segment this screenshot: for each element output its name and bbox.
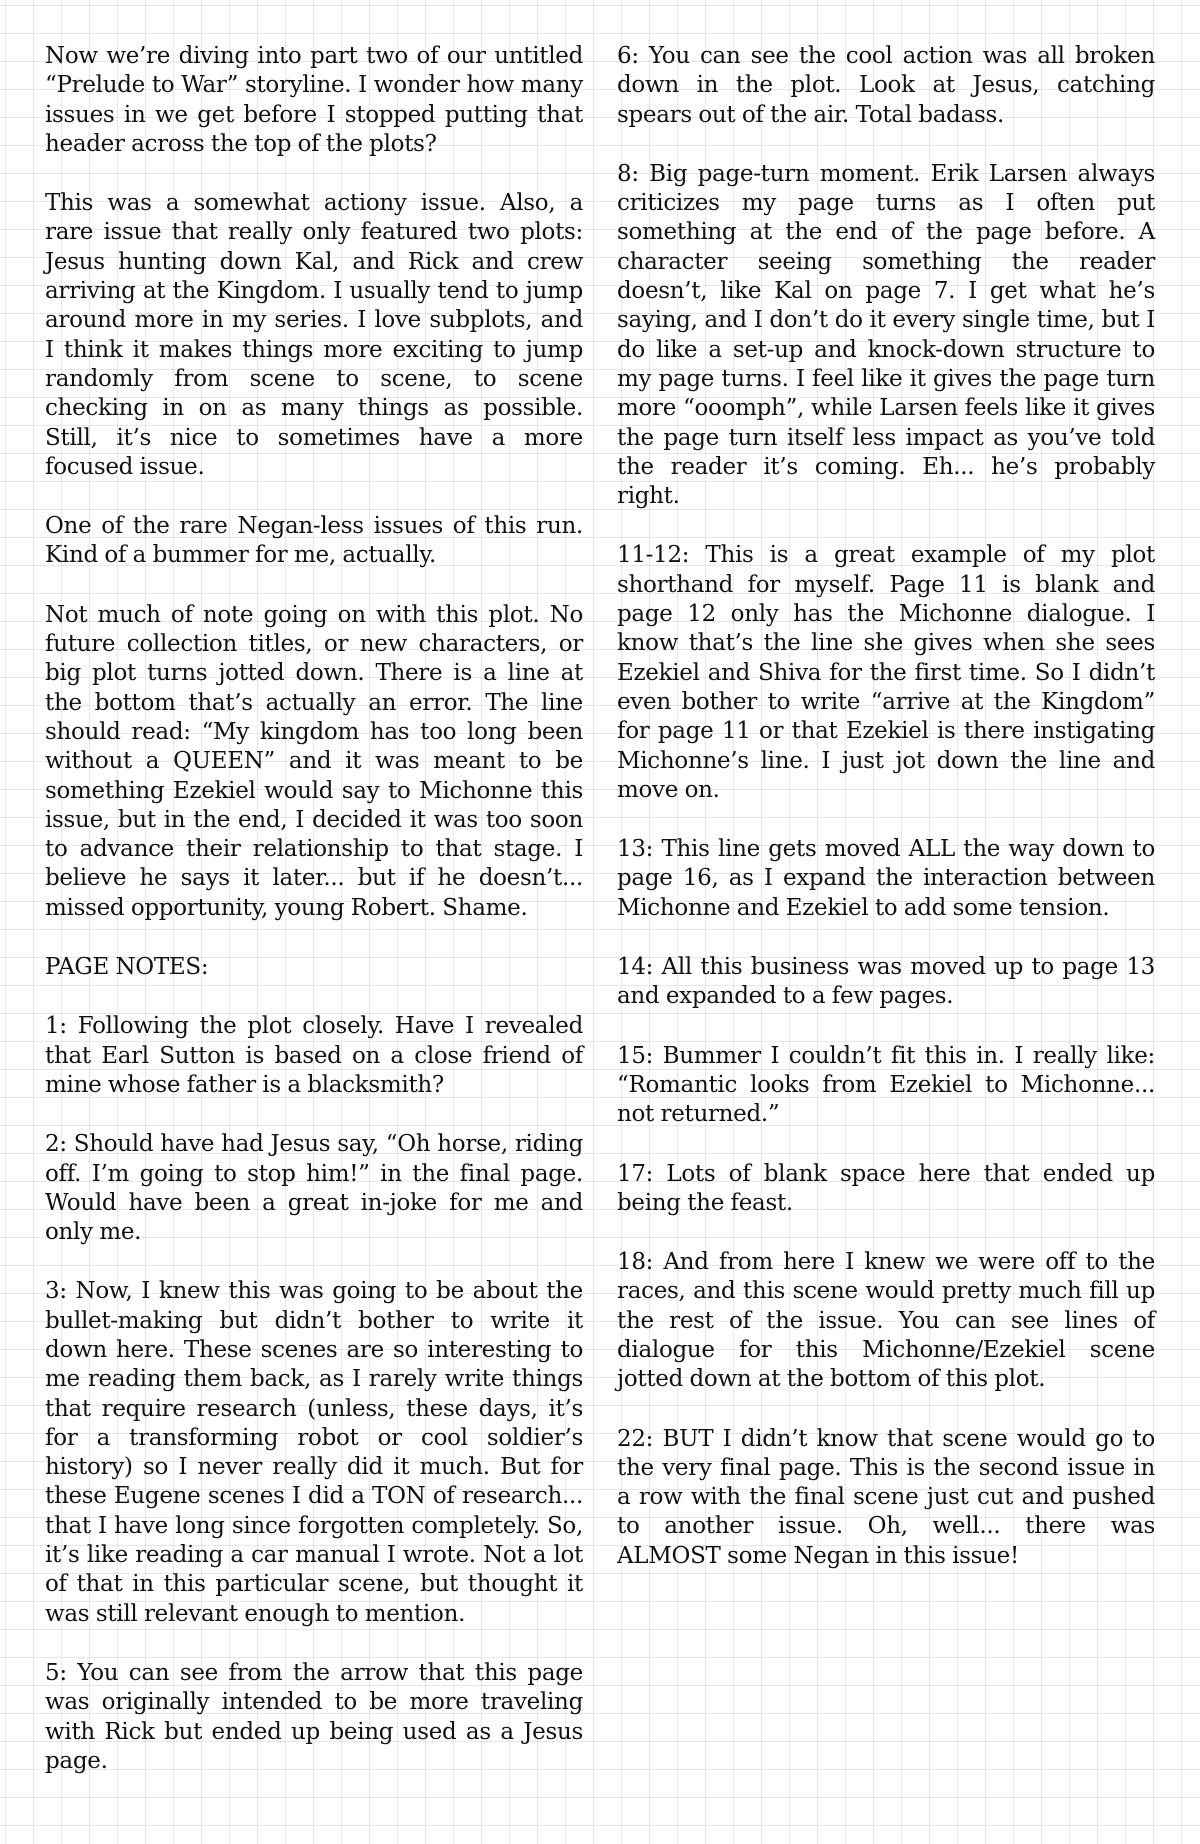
page-note: 15: Bummer I couldn’t fit this in. I really like: “Romantic looks from Ezekiel to Michonne... not returned.” [617,1042,1155,1128]
page-note: 14: All this business was moved up to page 13 and expanded to a few pages. [617,954,1155,1010]
page-notes-heading: PAGE NOTES: [45,954,209,981]
page-note: 18: And from here I knew we were off to the races, and this scene would pretty much fill up the rest of the issue. You can see lines of dialogue for this Michonne/Ezekiel scene jotted down at the bottom of this plot. [617,1249,1155,1393]
page-note: 17: Lots of blank space here that ended up being the feast. [617,1160,1155,1216]
body-paragraph: Not much of note going on with this plot. No future collection titles, or new characters, or big plot turns jotted down. There is a line at the bottom that’s actually an error. The line should read: “My kingdom has too long been without a QUEEN” and it was meant to be something Ezekiel would say to Michonne this issue, but in the end, I decided it was too soon to advance their relationship to that stage. I believe he says it later... but if he doesn’t... missed opportunity, young Robert. Shame. [45,601,583,921]
page-note: 2: Should have had Jesus say, “Oh horse, riding off. I’m going to stop him!” in the final page. Would have been a great in-joke for me and only me. [45,1131,583,1246]
page-note: 13: This line gets moved ALL the way down to page 16, as I expand the interaction between Michonne and Ezekiel to add some tension. [617,836,1155,921]
body-paragraph: This was a somewhat actiony issue. Also, a rare issue that really only featured two plots: Jesus hunting down Kal, and Rick and crew arriving at the Kingdom. I usually tend to jump around more in my series. I love subplots, and I think it makes things more exciting to jump randomly from scene to scene, to scene checking in on as many things as possible. Still, it’s nice to sometimes have a more focused issue. [45,190,583,480]
body-paragraph: One of the rare Negan-less issues of this run. Kind of a bummer for me, actually. [45,513,583,569]
intro-paragraph: Now we’re diving into part two of our untitled “Prelude to War” storyline. I wonder how many issues in we get before I stopped putting that header across the top of the plots? [45,43,583,157]
left-column [45,42,583,1806]
page-note: 8: Big page-turn moment. Erik Larsen always criticizes my page turns as I often put something at the end of the page before. A character seeing something the reader doesn’t, like Kal on page 7. I get what he’s saying, and I don’t do it every single time, but I do like a set-up and knock-down structure to my page turns. I feel like it gives the page turn more “ooomph”, while Larsen feels like it gives the page turn itself less impact as you’ve told the reader it’s coming. Eh... he’s probably right. [617,160,1155,510]
right-column [617,42,1155,1601]
page-note: 22: BUT I didn’t know that scene would go to the very final page. This is the second issue in a row with the final scene just cut and pushed to another issue. Oh, well... there was ALMOST some Negan in this issue! [617,1425,1155,1569]
page-note: 5: You can see from the arrow that this page was originally intended to be more traveling with Rick but ended up being used as a Jesus page. [45,1659,583,1774]
page-note: 11-12: This is a great example of my plot shorthand for myself. Page 11 is blank and page 12 only has the Michonne dialogue. I know that’s the line she gives when she sees Ezekiel and Shiva for the first time. So I didn’t even bother to write “arrive at the Kingdom” for page 11 or that Ezekiel is there instigating Michonne’s line. I just jot down the line and move on. [617,542,1155,803]
page-note: 1: Following the plot closely. Have I revealed that Earl Sutton is based on a close friend of mine whose father is a blacksmith? [45,1013,583,1098]
page-note: 3: Now, I knew this was going to be about the bullet-making but didn’t bother to write it down here. These scenes are so interesting to me reading them back, as I rarely write things that require research (unless, these days, it’s for a transforming robot or cool soldier’s history) so I never really did it much. But for these Eugene scenes I did a TON of research... that I have long since forgotten completely. So, it’s like reading a car manual I wrote. Not a lot of that in this particular scene, but thought it was still relevant enough to mention. [45,1278,583,1627]
page-note: 6: You can see the cool action was all broken down in the plot. Look at Jesus, catching spears out of the air. Total badass. [617,43,1155,128]
